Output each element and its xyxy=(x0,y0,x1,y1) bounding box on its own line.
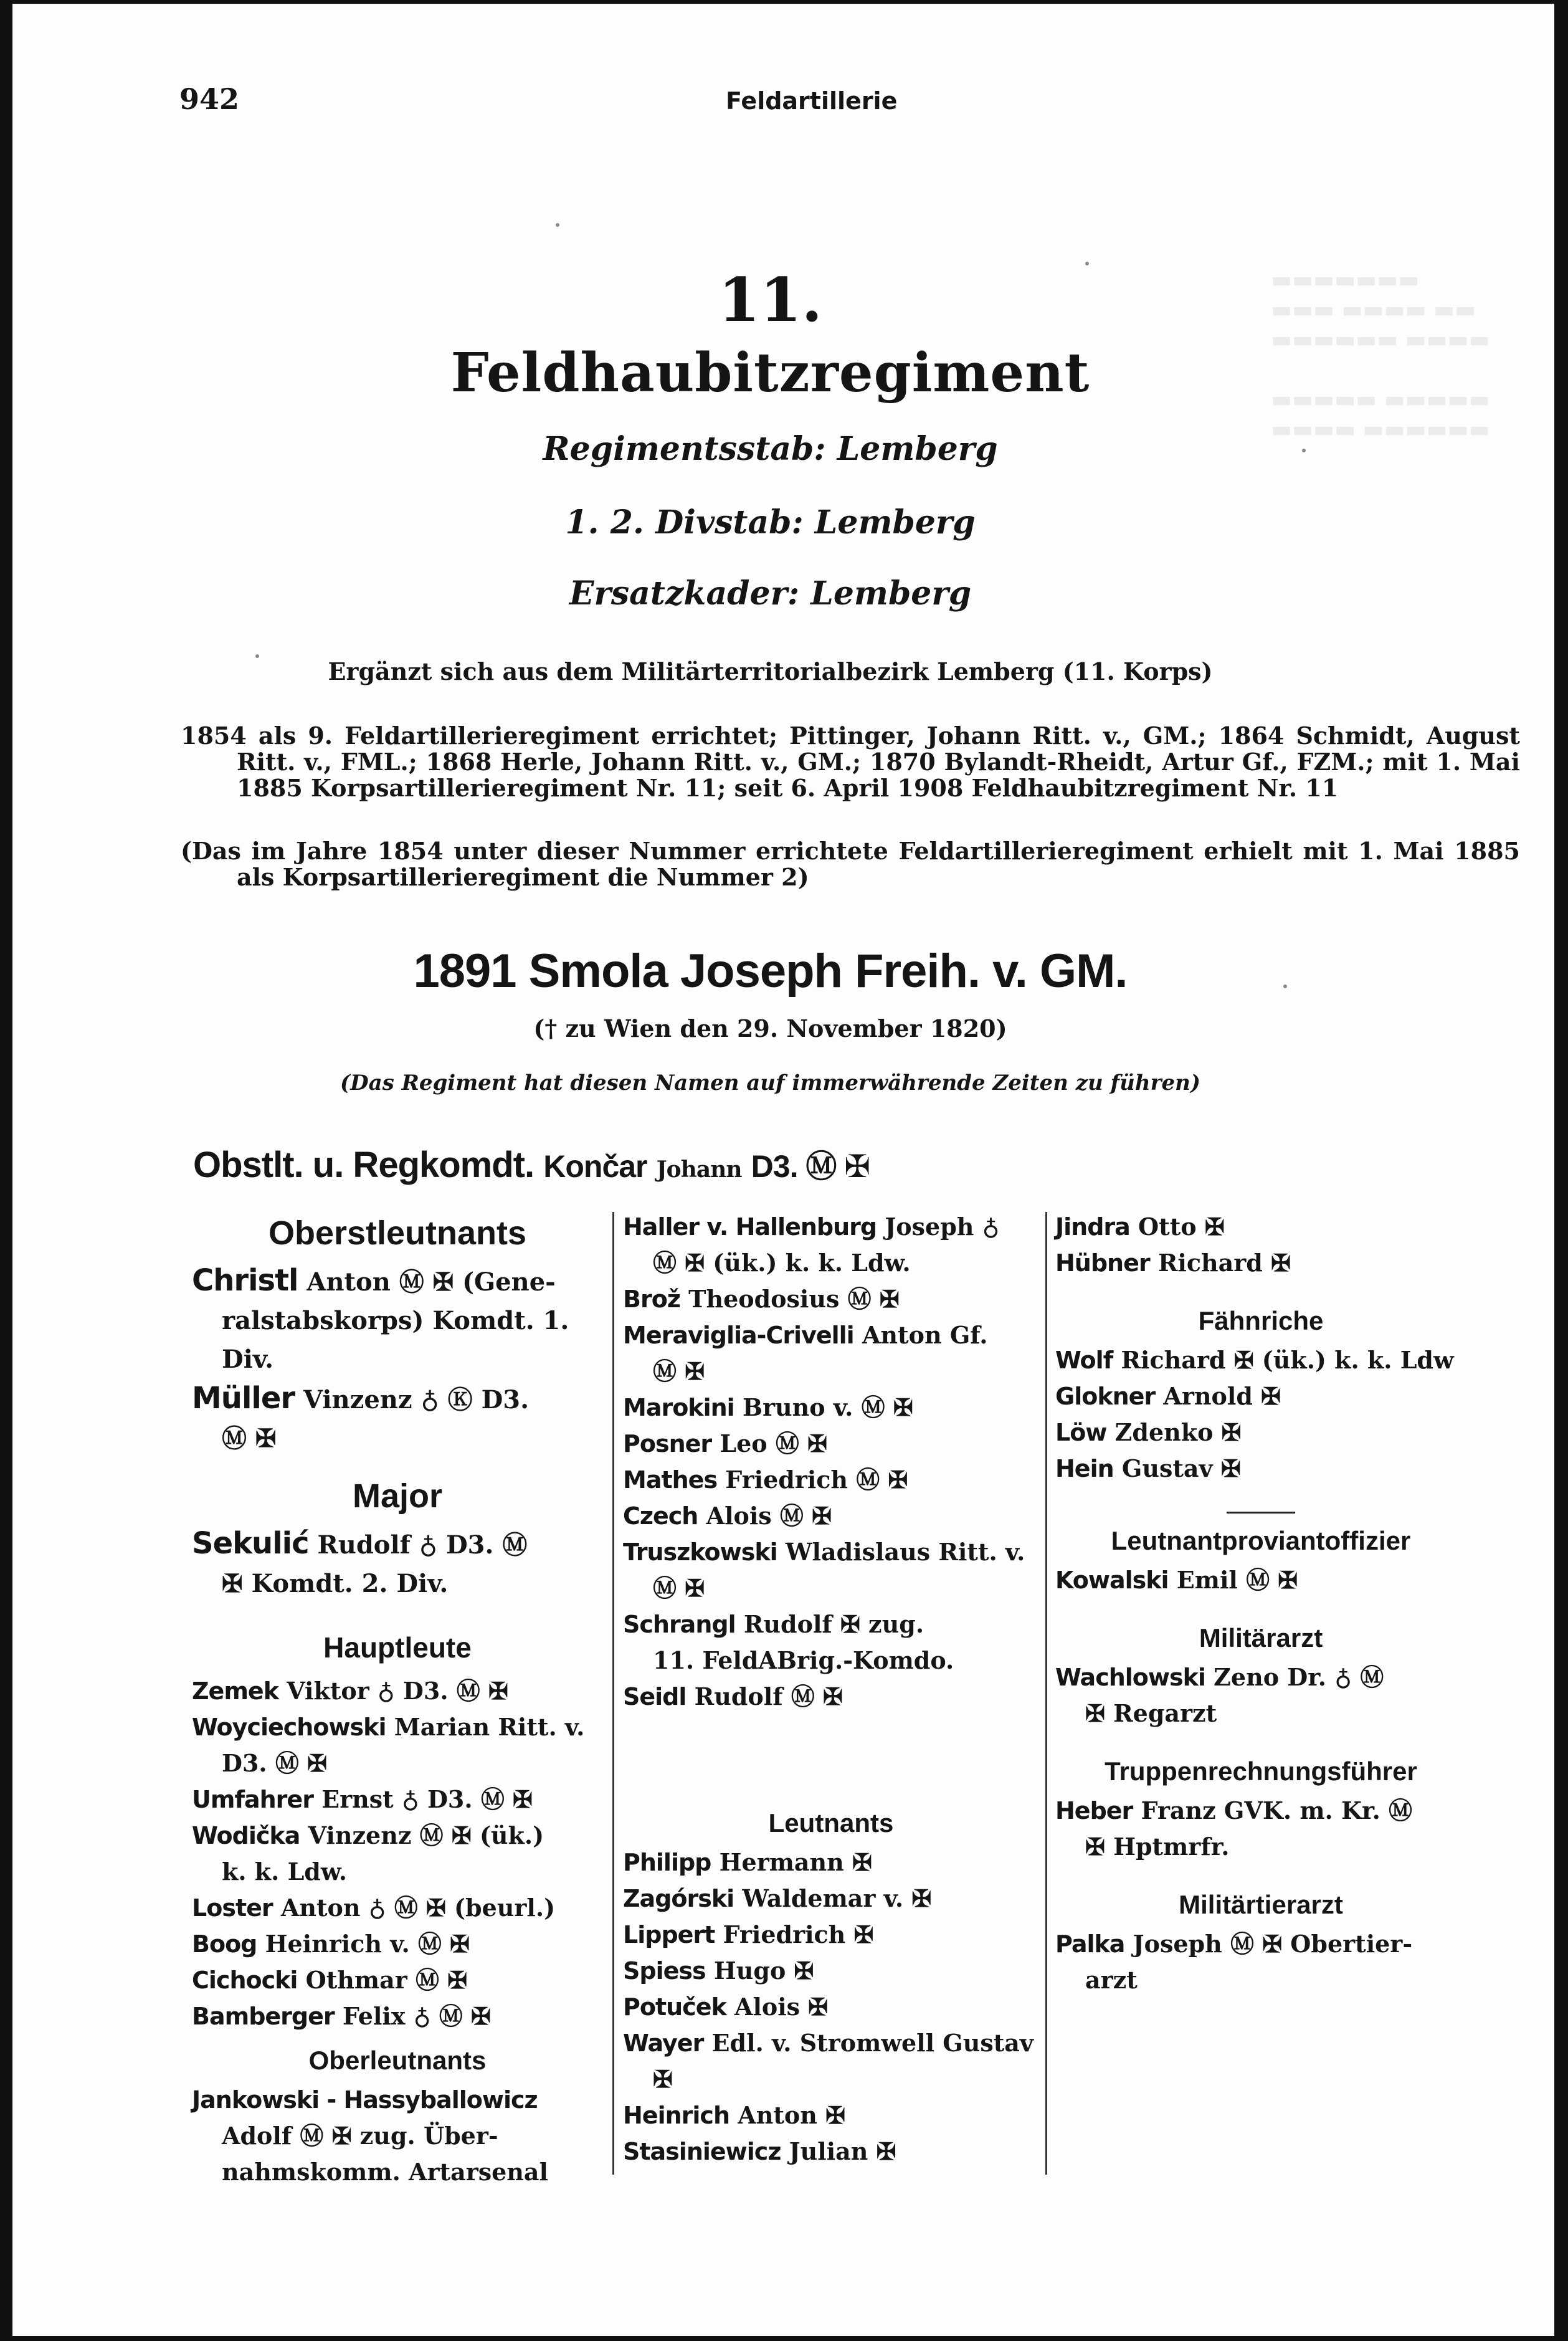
speck xyxy=(1302,449,1306,452)
entry-line xyxy=(192,1962,603,1998)
roster-list xyxy=(1055,1562,1466,1598)
section-heading: Fähnriche xyxy=(1198,1306,1324,1335)
roster-entry xyxy=(623,1390,1039,1426)
entry-line xyxy=(623,1881,1039,1917)
officer-details: Rudolf ♁ D3. Ⓜ xyxy=(308,1530,528,1560)
officer-details: Anton Ⓜ ✠ (Gene- xyxy=(298,1267,556,1297)
officer-details: Franz GVK. m. Kr. Ⓜ xyxy=(1133,1796,1413,1824)
officer-details: Wladislaus Ritt. v. xyxy=(777,1538,1025,1566)
speck xyxy=(1283,985,1287,988)
entry-line xyxy=(192,1890,603,1926)
roster-entry xyxy=(192,1998,603,2034)
entry-continuation: ✠ Hptmrfr. xyxy=(1085,1833,1230,1861)
officer-surname: Czech xyxy=(623,1502,698,1530)
officer-surname: Wolf xyxy=(1055,1347,1113,1374)
regiment-title: Feldhaubitzregiment xyxy=(450,341,1090,404)
officer-surname: Mathes xyxy=(623,1466,718,1494)
officer-details: Waldemar v. ✠ xyxy=(734,1884,932,1912)
roster-entry xyxy=(192,1709,603,1781)
officer-surname: Schrangl xyxy=(623,1611,736,1638)
officer-details: Hugo ✠ xyxy=(705,1957,814,1985)
entry-line xyxy=(192,1524,603,1565)
entry-continuation: Ⓜ ✠ xyxy=(222,1424,277,1453)
entry-continuation: D3. Ⓜ ✠ xyxy=(222,1749,327,1777)
roster-entry xyxy=(192,1524,603,1603)
section-heading: Militärtierarzt xyxy=(1179,1890,1343,1919)
entry-line xyxy=(623,1989,1039,2025)
officer-details: Vinzenz Ⓜ ✠ (ük.) xyxy=(300,1821,544,1849)
officer-surname: Posner xyxy=(623,1430,712,1457)
entry-continuation: ✠ xyxy=(653,2065,673,2093)
officer-surname: Loster xyxy=(192,1894,273,1922)
entry-line xyxy=(192,1926,603,1962)
inhaber-note: (Das Regiment hat diesen Namen auf immerwährende Zeiten zu führen) xyxy=(340,1070,1200,1095)
roster-entry xyxy=(192,1673,603,1709)
officer-details: Julian ✠ xyxy=(781,2137,896,2165)
officer-details: Zdenko ✠ xyxy=(1106,1418,1242,1446)
officer-details: Richard ✠ xyxy=(1149,1249,1291,1277)
roster-list xyxy=(192,1261,603,1458)
officer-surname: Müller xyxy=(192,1381,295,1416)
entry-line xyxy=(192,1673,603,1709)
officer-details: Friedrich Ⓜ ✠ xyxy=(717,1466,908,1494)
officer-surname: Spiess xyxy=(623,1957,706,1985)
entry-line xyxy=(623,1281,1039,1317)
entry-line xyxy=(623,1462,1039,1498)
entry-continuation: ralstabskorps) Komdt. 1. Div. xyxy=(222,1306,569,1374)
roster-entry xyxy=(623,1953,1039,1989)
officer-details: Gustav ✠ xyxy=(1113,1454,1241,1482)
roster-list xyxy=(192,2082,603,2190)
entry-line xyxy=(192,2082,603,2118)
officer-details: Joseph Ⓜ ✠ Obertier- xyxy=(1124,1930,1413,1958)
entry-line xyxy=(623,1953,1039,1989)
reserve-cadre: Ersatzkader: Lemberg xyxy=(569,575,972,613)
roster-list xyxy=(1055,1659,1466,1732)
officer-surname: Jindra xyxy=(1055,1213,1130,1241)
roster-entry xyxy=(1055,1926,1466,1998)
officer-surname: Wodička xyxy=(192,1822,300,1849)
officer-details: Felix ♁ Ⓜ ✠ xyxy=(334,2002,491,2030)
officer-details: Viktor ♁ D3. Ⓜ ✠ xyxy=(278,1677,508,1705)
officer-surname: Hein xyxy=(1055,1455,1114,1482)
roster-entry xyxy=(623,2097,1039,2134)
officer-details: Edl. v. Stromwell Gustav xyxy=(703,2029,1033,2057)
roster-entry xyxy=(623,1606,1039,1679)
section-heading: Major xyxy=(352,1477,443,1515)
commander-given: Johann xyxy=(656,1156,742,1183)
column-divider xyxy=(612,1212,614,2175)
officer-details: Vinzenz ♁ Ⓚ D3. xyxy=(295,1385,530,1414)
entry-line xyxy=(192,1261,603,1302)
officer-surname: Lippert xyxy=(623,1921,715,1948)
column-middle xyxy=(623,1209,1039,2170)
speck xyxy=(556,223,559,227)
entry-line xyxy=(623,1844,1039,1881)
entry-line xyxy=(192,1781,603,1818)
officer-details: Marian Ritt. v. xyxy=(386,1713,585,1741)
roster-entry xyxy=(1055,1245,1466,1281)
officer-details: Anton ✠ xyxy=(729,2101,845,2129)
officer-details: Friedrich ✠ xyxy=(715,1920,874,1948)
officer-details: Otto ✠ xyxy=(1129,1213,1225,1241)
officer-details: Heinrich v. Ⓜ ✠ xyxy=(257,1930,470,1958)
roster-entry xyxy=(623,1209,1039,1281)
roster-list xyxy=(192,1673,603,2034)
section-heading: Militärarzt xyxy=(1199,1623,1323,1652)
officer-details: Alois Ⓜ ✠ xyxy=(698,1502,832,1530)
entry-line xyxy=(1055,1209,1466,1245)
bleed-through: ▬▬▬▬▬▬▬ ▬▬▬ ▬▬▬▬ ▬▬ ▬▬▬▬▬▬ ▬▬▬▬ ▬▬▬▬▬ ▬▬▬▬▬ ▬▬▬▬ ▬▬▬▬▬▬ xyxy=(1271,267,1490,442)
entry-continuation: k. k. Ldw. xyxy=(222,1857,347,1886)
entry-line xyxy=(1055,1414,1466,1451)
regiment-staff: Regimentsstab: Lemberg xyxy=(543,430,998,468)
entry-line xyxy=(1055,1793,1466,1829)
roster-list xyxy=(1055,1793,1466,1865)
officer-surname: Potuček xyxy=(623,1993,726,2021)
officer-details: Bruno v. Ⓜ ✠ xyxy=(734,1393,913,1421)
roster-entry xyxy=(192,1926,603,1962)
officer-details: Leo Ⓜ ✠ xyxy=(711,1429,827,1457)
roster-list xyxy=(623,1844,1039,2170)
entry-line xyxy=(192,1818,603,1854)
officer-surname: Palka xyxy=(1055,1930,1125,1958)
roster-list xyxy=(1055,1342,1466,1487)
officer-surname: Glokner xyxy=(1055,1383,1156,1410)
entry-line xyxy=(623,1498,1039,1534)
roster-entry xyxy=(192,2082,603,2190)
officer-surname: Sekulić xyxy=(192,1526,309,1561)
officer-surname: Zemek xyxy=(192,1677,278,1705)
entry-continuation: ✠ Komdt. 2. Div. xyxy=(222,1569,449,1598)
entry-line xyxy=(623,2097,1039,2134)
roster-list xyxy=(192,1524,603,1603)
roster-entry xyxy=(192,1379,603,1458)
officer-surname: Boog xyxy=(192,1930,257,1958)
page-number: 942 xyxy=(179,82,240,116)
roster-entry xyxy=(1055,1378,1466,1414)
roster-entry xyxy=(1055,1659,1466,1732)
entry-continuation: Ⓜ ✠ (ük.) k. k. Ldw. xyxy=(653,1249,911,1277)
section-heading: Hauptleute xyxy=(323,1631,472,1664)
spacer xyxy=(623,1715,1039,1783)
officer-details: Zeno Dr. ♁ Ⓜ xyxy=(1205,1663,1384,1691)
officer-surname: Jankowski - Hassyballowicz xyxy=(192,2086,538,2114)
entry-continuation: Ⓜ ✠ xyxy=(653,1574,705,1602)
roster-entry xyxy=(1055,1209,1466,1245)
roster-entry xyxy=(623,1844,1039,1881)
commander-line xyxy=(193,1142,870,1186)
officer-surname: Wachlowski xyxy=(1055,1664,1205,1691)
roster-entry xyxy=(192,1781,603,1818)
officer-surname: Umfahrer xyxy=(192,1786,313,1813)
officer-details: Arnold ✠ xyxy=(1155,1382,1281,1410)
inhaber-died: († zu Wien den 29. November 1820) xyxy=(533,1014,1007,1042)
entry-line xyxy=(1055,1245,1466,1281)
roster-list xyxy=(623,1209,1039,1715)
roster-entry xyxy=(623,1317,1039,1390)
roster-entry xyxy=(192,1890,603,1926)
officer-surname: Kowalski xyxy=(1055,1566,1169,1594)
roster-entry xyxy=(192,1261,603,1379)
officer-surname: Hübner xyxy=(1055,1249,1150,1277)
entry-line xyxy=(623,1426,1039,1462)
officer-details: Hermann ✠ xyxy=(711,1848,872,1876)
officer-details: Rudolf ✠ zug. xyxy=(735,1610,924,1638)
officer-surname: Löw xyxy=(1055,1419,1107,1446)
entry-line xyxy=(623,1679,1039,1715)
roster-entry xyxy=(192,1962,603,1998)
officer-surname: Wayer xyxy=(623,2029,704,2057)
entry-line xyxy=(623,1390,1039,1426)
roster-entry xyxy=(192,1818,603,1890)
entry-line xyxy=(192,1379,603,1419)
division-staff: 1. 2. Divstab: Lemberg xyxy=(565,503,976,541)
officer-details: Emil Ⓜ ✠ xyxy=(1168,1566,1298,1594)
officer-surname: Heinrich xyxy=(623,2102,729,2129)
column-left xyxy=(192,1209,603,2190)
commander-rank: Obstlt. u. Regkomdt. xyxy=(193,1145,535,1185)
entry-line xyxy=(623,2025,1039,2061)
roster-entry xyxy=(1055,1414,1466,1451)
entry-line xyxy=(1055,1378,1466,1414)
roster-entry xyxy=(1055,1451,1466,1487)
officer-details: Theodosius Ⓜ ✠ xyxy=(680,1285,900,1313)
column-right xyxy=(1055,1209,1466,1998)
roster-list xyxy=(1055,1209,1466,1281)
officer-surname: Truszkowski xyxy=(623,1538,777,1566)
roster-entry xyxy=(623,1426,1039,1462)
entry-line xyxy=(623,2134,1039,2170)
entry-continuation: 11. FeldABrig.-Komdo. xyxy=(653,1646,954,1674)
regiment-number: 11. xyxy=(718,265,822,335)
officer-surname: Brož xyxy=(623,1285,680,1313)
officer-details: Othmar Ⓜ ✠ xyxy=(297,1966,468,1994)
running-head: Feldartillerie xyxy=(726,87,898,115)
officer-details: Anton ♁ Ⓜ ✠ (beurl.) xyxy=(272,1894,556,1922)
entry-line xyxy=(192,1709,603,1745)
officer-details: Joseph ♁ xyxy=(877,1213,1000,1241)
roster-entry xyxy=(623,1462,1039,1498)
section-rule xyxy=(1227,1512,1295,1514)
officer-details: Richard ✠ (ük.) k. k. Ldw xyxy=(1113,1346,1454,1374)
roster-entry xyxy=(623,1534,1039,1606)
entry-line xyxy=(1055,1342,1466,1378)
roster-entry xyxy=(623,1989,1039,2025)
section-heading: Leutnantproviantoffizier xyxy=(1111,1526,1411,1555)
roster-entry xyxy=(623,1917,1039,1953)
entry-line xyxy=(1055,1451,1466,1487)
roster-entry xyxy=(1055,1562,1466,1598)
entry-continuation: arzt xyxy=(1085,1966,1138,1994)
entry-continuation: Ⓜ ✠ xyxy=(653,1357,705,1385)
officer-surname: Philipp xyxy=(623,1849,711,1876)
roster-entry xyxy=(1055,1342,1466,1378)
entry-line xyxy=(1055,1562,1466,1598)
entry-line xyxy=(623,1534,1039,1570)
history-note: (Das im Jahre 1854 unter dieser Nummer errichtete Feldartillerieregiment erhielt mit 1. Mai 1885 als Korpsartillerieregiment die Nummer 2) xyxy=(181,837,1520,891)
column-divider xyxy=(1045,1212,1047,2175)
entry-continuation: Adolf Ⓜ ✠ zug. Über- xyxy=(222,2122,498,2150)
inhaber-line: 1891 Smola Joseph Freih. v. GM. xyxy=(413,945,1128,998)
officer-surname: Seidl xyxy=(623,1683,687,1710)
roster-entry xyxy=(623,1679,1039,1715)
entry-line xyxy=(623,1606,1039,1643)
entry-line xyxy=(623,1317,1039,1353)
roster-entry xyxy=(623,1498,1039,1534)
commander-surname: Končar xyxy=(543,1149,647,1184)
officer-details: Anton Gf. xyxy=(853,1321,988,1349)
recruitment-line: Ergänzt sich aus dem Militärterritorialbezirk Lemberg (11. Korps) xyxy=(328,657,1213,685)
officer-surname: Zagórski xyxy=(623,1885,734,1912)
officer-surname: Cichocki xyxy=(192,1967,298,1994)
entry-line xyxy=(1055,1926,1466,1962)
history-paragraph: 1854 als 9. Feldartillerieregiment errichtet; Pittinger, Johann Ritt. v., GM.; 1864 Schmidt, August Ritt. v., FML.; 1868 Herle, Johann Ritt. v., GM.; 1870 Bylandt-Rheidt, Artur Gf., FZM.; mit 1. Mai 1885 Korpsartillerieregiment Nr. 11; seit 6. April 1908 Feldhaubitzregiment Nr. 11 xyxy=(181,722,1520,802)
speck xyxy=(1085,262,1089,265)
roster-entry xyxy=(1055,1793,1466,1865)
entry-line xyxy=(1055,1659,1466,1695)
officer-surname: Christl xyxy=(192,1263,298,1298)
roster-entry xyxy=(623,1281,1039,1317)
officer-surname: Heber xyxy=(1055,1797,1133,1824)
roster-list xyxy=(1055,1926,1466,1998)
commander-decorations: D3. Ⓜ ✠ xyxy=(751,1149,870,1184)
entry-continuation: ✠ Regarzt xyxy=(1085,1699,1217,1727)
officer-surname: Stasiniewicz xyxy=(623,2138,781,2165)
entry-continuation: nahmskomm. Artarsenal xyxy=(222,2158,548,2186)
officer-details: Rudolf Ⓜ ✠ xyxy=(686,1682,843,1710)
officer-surname: Meraviglia-Crivelli xyxy=(623,1322,854,1349)
section-heading: Truppenrechnungsführer xyxy=(1105,1757,1417,1786)
entry-line xyxy=(623,1209,1039,1245)
section-heading: Oberstleutnants xyxy=(268,1214,527,1252)
officer-surname: Haller v. Hallenburg xyxy=(623,1213,877,1241)
section-heading: Leutnants xyxy=(768,1808,894,1838)
section-heading: Oberleutnants xyxy=(308,2046,487,2075)
officer-details: Ernst ♁ D3. Ⓜ ✠ xyxy=(313,1785,533,1813)
officer-surname: Bamberger xyxy=(192,2003,335,2030)
entry-line xyxy=(192,1998,603,2034)
officer-details: Alois ✠ xyxy=(726,1993,829,2021)
officer-surname: Woyciechowski xyxy=(192,1714,386,1741)
officer-surname: Marokini xyxy=(623,1394,734,1421)
roster-entry xyxy=(623,2025,1039,2097)
entry-line xyxy=(623,1917,1039,1953)
speck xyxy=(255,654,259,658)
roster-entry xyxy=(623,2134,1039,2170)
roster-entry xyxy=(623,1881,1039,1917)
